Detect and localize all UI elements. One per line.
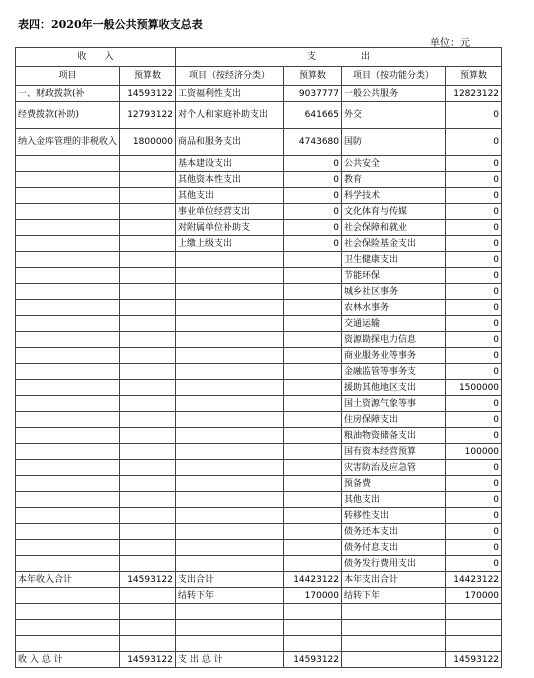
func-budget-cell: 14423122 — [446, 572, 502, 588]
income-item-cell: 经费拨款(补助) — [16, 102, 120, 129]
table-row — [16, 508, 502, 524]
table-row — [16, 300, 502, 316]
func-budget-cell: 0 — [446, 524, 502, 540]
econ-budget-cell — [284, 620, 342, 636]
func-budget-cell: 0 — [446, 412, 502, 428]
econ-item-cell — [176, 460, 284, 476]
column-header-row — [16, 67, 502, 86]
income-item-cell — [16, 604, 120, 620]
func-budget-cell: 0 — [446, 172, 502, 188]
income-budget-cell: 1800000 — [120, 129, 176, 156]
econ-item-cell — [176, 364, 284, 380]
income-item-cell — [16, 252, 120, 268]
func-item-cell: 债务还本支出 — [342, 524, 446, 540]
func-budget-cell: 0 — [446, 476, 502, 492]
func-budget-cell: 0 — [446, 300, 502, 316]
income-budget-cell — [120, 236, 176, 252]
table-row — [16, 86, 502, 102]
func-budget-cell: 0 — [446, 129, 502, 156]
func-budget-cell: 12823122 — [446, 86, 502, 102]
func-item-cell: 结转下年 — [342, 588, 446, 604]
income-budget-cell — [120, 492, 176, 508]
func-item-cell: 转移性支出 — [342, 508, 446, 524]
econ-item-cell — [176, 508, 284, 524]
income-item-cell — [16, 492, 120, 508]
econ-budget-cell — [284, 524, 342, 540]
func-item-cell: 商业服务业等事务 — [342, 348, 446, 364]
econ-budget-cell: 641665 — [284, 102, 342, 129]
func-item-cell: 粮油物资储备支出 — [342, 428, 446, 444]
func-item-cell: 国有资本经营预算 — [342, 444, 446, 460]
func-item-cell — [342, 604, 446, 620]
func-item-cell: 外交 — [342, 102, 446, 129]
econ-budget-cell — [284, 556, 342, 572]
income-item-cell — [16, 460, 120, 476]
econ-budget-cell — [284, 604, 342, 620]
econ-budget-cell — [284, 636, 342, 652]
econ-item-cell — [176, 636, 284, 652]
income-item-cell — [16, 396, 120, 412]
econ-item-cell: 事业单位经营支出 — [176, 204, 284, 220]
income-budget-cell — [120, 588, 176, 604]
func-budget-cell: 1500000 — [446, 380, 502, 396]
income-budget-cell — [120, 636, 176, 652]
func-budget-cell — [446, 620, 502, 636]
econ-item-cell: 支 出 总 计 — [176, 652, 284, 668]
income-item-cell: 纳入金库管理的非税收入 — [16, 129, 120, 156]
table-row — [16, 188, 502, 204]
func-item-cell: 城乡社区事务 — [342, 284, 446, 300]
econ-budget-cell: 4743680 — [284, 129, 342, 156]
table-row — [16, 236, 502, 252]
func-item-cell: 一般公共服务 — [342, 86, 446, 102]
table-row — [16, 156, 502, 172]
income-budget-cell — [120, 604, 176, 620]
func-budget-cell — [446, 604, 502, 620]
func-budget-cell: 0 — [446, 236, 502, 252]
income-item-cell — [16, 348, 120, 364]
income-item-cell — [16, 540, 120, 556]
func-item-cell: 国土资源气象等事 — [342, 396, 446, 412]
func-budget-cell: 0 — [446, 332, 502, 348]
table-row — [16, 220, 502, 236]
table-row — [16, 380, 502, 396]
econ-budget-cell: 0 — [284, 172, 342, 188]
table-row — [16, 284, 502, 300]
table-row — [16, 572, 502, 588]
func-budget-cell: 0 — [446, 268, 502, 284]
econ-budget-cell — [284, 428, 342, 444]
income-item-cell — [16, 364, 120, 380]
econ-item-cell — [176, 428, 284, 444]
econ-item-cell: 其他资本性支出 — [176, 172, 284, 188]
income-budget-cell: 14593122 — [120, 572, 176, 588]
econ-item-cell — [176, 380, 284, 396]
func-item-cell: 本年支出合计 — [342, 572, 446, 588]
econ-budget-cell: 0 — [284, 220, 342, 236]
income-item-cell — [16, 444, 120, 460]
income-budget-cell — [120, 428, 176, 444]
econ-item-cell — [176, 476, 284, 492]
econ-item-cell: 支出合计 — [176, 572, 284, 588]
table-row — [16, 316, 502, 332]
func-budget-cell: 0 — [446, 284, 502, 300]
econ-budget-cell — [284, 460, 342, 476]
econ-budget-cell: 9037777 — [284, 86, 342, 102]
func-item-cell: 节能环保 — [342, 268, 446, 284]
income-item-cell — [16, 300, 120, 316]
func-budget-cell: 0 — [446, 348, 502, 364]
table-row — [16, 588, 502, 604]
econ-item-cell — [176, 556, 284, 572]
econ-item-cell — [176, 316, 284, 332]
table-row — [16, 364, 502, 380]
econ-item-cell: 上缴上级支出 — [176, 236, 284, 252]
income-budget-cell — [120, 620, 176, 636]
table-row — [16, 604, 502, 620]
econ-item-cell: 其他支出 — [176, 188, 284, 204]
income-budget-cell — [120, 460, 176, 476]
income-budget-cell — [120, 380, 176, 396]
func-item-cell — [342, 636, 446, 652]
func-item-cell: 资源勘探电力信息 — [342, 332, 446, 348]
income-budget-cell — [120, 332, 176, 348]
econ-item-cell — [176, 268, 284, 284]
income-budget-cell — [120, 204, 176, 220]
econ-item-cell — [176, 348, 284, 364]
income-item-cell: 收 入 总 计 — [16, 652, 120, 668]
econ-item-cell — [176, 620, 284, 636]
col-item-header: 项目 — [16, 67, 120, 86]
func-item-cell: 科学技术 — [342, 188, 446, 204]
func-item-cell: 住房保障支出 — [342, 412, 446, 428]
func-item-cell: 社会保障和就业 — [342, 220, 446, 236]
econ-item-cell: 对个人和家庭补助支出 — [176, 102, 284, 129]
func-item-cell: 债务付息支出 — [342, 540, 446, 556]
func-budget-cell: 0 — [446, 188, 502, 204]
income-budget-cell — [120, 476, 176, 492]
table-row — [16, 204, 502, 220]
income-item-cell — [16, 380, 120, 396]
income-budget-cell: 14593122 — [120, 86, 176, 102]
table-row — [16, 428, 502, 444]
table-row — [16, 556, 502, 572]
func-budget-cell: 0 — [446, 396, 502, 412]
func-item-cell: 社会保险基金支出 — [342, 236, 446, 252]
income-budget-cell — [120, 268, 176, 284]
table-row — [16, 636, 502, 652]
econ-budget-cell — [284, 380, 342, 396]
col-econ-header: 项目（按经济分类） — [176, 67, 284, 86]
econ-item-cell: 结转下年 — [176, 588, 284, 604]
income-item-cell — [16, 428, 120, 444]
econ-item-cell — [176, 540, 284, 556]
income-budget-cell — [120, 364, 176, 380]
econ-item-cell: 对附属单位补助支 — [176, 220, 284, 236]
income-budget-cell — [120, 444, 176, 460]
econ-budget-cell — [284, 412, 342, 428]
econ-budget-cell — [284, 300, 342, 316]
income-budget-cell — [120, 156, 176, 172]
income-item-cell — [16, 220, 120, 236]
income-header: 收 入 — [16, 48, 176, 67]
func-item-cell: 金融监管等事务支 — [342, 364, 446, 380]
table-row — [16, 460, 502, 476]
income-item-cell — [16, 204, 120, 220]
income-item-cell — [16, 620, 120, 636]
econ-budget-cell — [284, 364, 342, 380]
income-budget-cell: 14593122 — [120, 652, 176, 668]
econ-item-cell — [176, 252, 284, 268]
income-item-cell — [16, 236, 120, 252]
econ-item-cell — [176, 444, 284, 460]
econ-budget-cell: 0 — [284, 236, 342, 252]
table-row — [16, 102, 502, 129]
income-budget-cell — [120, 252, 176, 268]
func-budget-cell: 0 — [446, 102, 502, 129]
func-item-cell: 卫生健康支出 — [342, 252, 446, 268]
econ-item-cell — [176, 396, 284, 412]
income-item-cell — [16, 156, 120, 172]
table-row — [16, 620, 502, 636]
income-item-cell — [16, 284, 120, 300]
income-item-cell — [16, 508, 120, 524]
table-row — [16, 332, 502, 348]
func-item-cell: 灾害防治及应急管 — [342, 460, 446, 476]
income-budget-cell — [120, 412, 176, 428]
income-budget-cell — [120, 300, 176, 316]
func-budget-cell: 0 — [446, 540, 502, 556]
func-item-cell: 公共安全 — [342, 156, 446, 172]
income-item-cell — [16, 268, 120, 284]
col-budget2-header: 预算数 — [284, 67, 342, 86]
func-budget-cell: 0 — [446, 428, 502, 444]
func-item-cell: 国防 — [342, 129, 446, 156]
income-budget-cell: 12793122 — [120, 102, 176, 129]
func-budget-cell: 0 — [446, 252, 502, 268]
econ-item-cell: 工资福利性支出 — [176, 86, 284, 102]
econ-item-cell: 商品和服务支出 — [176, 129, 284, 156]
income-budget-cell — [120, 540, 176, 556]
func-budget-cell: 0 — [446, 156, 502, 172]
income-budget-cell — [120, 284, 176, 300]
income-item-cell — [16, 588, 120, 604]
func-item-cell: 其他支出 — [342, 492, 446, 508]
econ-budget-cell — [284, 332, 342, 348]
econ-item-cell — [176, 492, 284, 508]
func-budget-cell: 170000 — [446, 588, 502, 604]
table-row — [16, 540, 502, 556]
econ-budget-cell — [284, 348, 342, 364]
func-item-cell — [342, 620, 446, 636]
col-budget-header: 预算数 — [120, 67, 176, 86]
income-item-cell — [16, 636, 120, 652]
func-item-cell: 文化体育与传媒 — [342, 204, 446, 220]
income-budget-cell — [120, 348, 176, 364]
budget-table — [15, 47, 502, 668]
econ-item-cell — [176, 284, 284, 300]
col-budget3-header: 预算数 — [446, 67, 502, 86]
expense-header: 支 出 — [176, 48, 502, 67]
income-budget-cell — [120, 508, 176, 524]
func-item-cell: 预备费 — [342, 476, 446, 492]
func-item-cell: 援助其他地区支出 — [342, 380, 446, 396]
table-row — [16, 129, 502, 156]
func-budget-cell: 100000 — [446, 444, 502, 460]
income-budget-cell — [120, 556, 176, 572]
econ-item-cell — [176, 524, 284, 540]
income-budget-cell — [120, 220, 176, 236]
econ-budget-cell: 170000 — [284, 588, 342, 604]
func-budget-cell: 14593122 — [446, 652, 502, 668]
func-budget-cell: 0 — [446, 316, 502, 332]
income-budget-cell — [120, 524, 176, 540]
func-budget-cell: 0 — [446, 204, 502, 220]
func-budget-cell: 0 — [446, 492, 502, 508]
func-budget-cell: 0 — [446, 460, 502, 476]
func-item-cell: 交通运输 — [342, 316, 446, 332]
econ-budget-cell: 14423122 — [284, 572, 342, 588]
func-budget-cell: 0 — [446, 220, 502, 236]
func-item-cell — [342, 652, 446, 668]
econ-item-cell — [176, 332, 284, 348]
table-row — [16, 492, 502, 508]
econ-budget-cell — [284, 444, 342, 460]
table-row — [16, 652, 502, 668]
table-row — [16, 252, 502, 268]
func-budget-cell — [446, 636, 502, 652]
income-item-cell — [16, 556, 120, 572]
income-item-cell — [16, 412, 120, 428]
econ-budget-cell — [284, 284, 342, 300]
econ-budget-cell — [284, 268, 342, 284]
income-item-cell — [16, 332, 120, 348]
econ-budget-cell — [284, 252, 342, 268]
econ-item-cell — [176, 300, 284, 316]
section-header-row — [16, 48, 502, 67]
table-row — [16, 444, 502, 460]
table-row — [16, 412, 502, 428]
table-row — [16, 172, 502, 188]
econ-budget-cell: 0 — [284, 204, 342, 220]
econ-budget-cell — [284, 476, 342, 492]
table-row — [16, 524, 502, 540]
income-item-cell: 一、财政拨款(补 — [16, 86, 120, 102]
func-item-cell: 教育 — [342, 172, 446, 188]
econ-item-cell — [176, 412, 284, 428]
income-item-cell: 本年收入合计 — [16, 572, 120, 588]
income-item-cell — [16, 476, 120, 492]
econ-budget-cell — [284, 316, 342, 332]
income-budget-cell — [120, 188, 176, 204]
table-row — [16, 268, 502, 284]
income-budget-cell — [120, 396, 176, 412]
econ-item-cell — [176, 604, 284, 620]
econ-item-cell: 基本建设支出 — [176, 156, 284, 172]
econ-budget-cell: 0 — [284, 188, 342, 204]
func-item-cell: 债务发行费用支出 — [342, 556, 446, 572]
econ-budget-cell — [284, 492, 342, 508]
page-title: 表四：2020年一般公共预算收支总表 — [18, 18, 203, 31]
income-item-cell — [16, 172, 120, 188]
econ-budget-cell — [284, 508, 342, 524]
income-item-cell — [16, 524, 120, 540]
table-row — [16, 348, 502, 364]
unit-label: 单位：元 — [430, 38, 470, 49]
econ-budget-cell — [284, 540, 342, 556]
func-budget-cell: 0 — [446, 508, 502, 524]
income-item-cell — [16, 188, 120, 204]
econ-budget-cell: 14593122 — [284, 652, 342, 668]
table-row — [16, 476, 502, 492]
func-budget-cell: 0 — [446, 364, 502, 380]
income-budget-cell — [120, 172, 176, 188]
income-item-cell — [16, 316, 120, 332]
func-item-cell: 农林水事务 — [342, 300, 446, 316]
table-row — [16, 396, 502, 412]
econ-budget-cell — [284, 396, 342, 412]
func-budget-cell: 0 — [446, 556, 502, 572]
econ-budget-cell: 0 — [284, 156, 342, 172]
col-func-header: 项目（按功能分类） — [342, 67, 446, 86]
income-budget-cell — [120, 316, 176, 332]
